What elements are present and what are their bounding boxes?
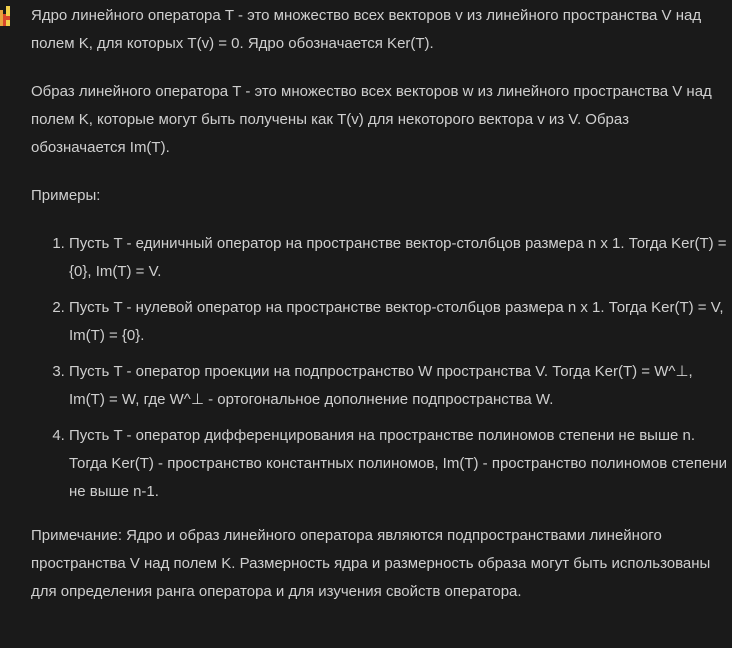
- list-item: 3. Пусть T - оператор проекции на подпространство W пространства V. Тогда Ker(T) = W^⊥, Im(T) = W, где W^⊥ - ортогональное дополнение подпространства W.: [69, 358, 727, 414]
- kernel-definition: Ядро линейного оператора T - это множество всех векторов v из линейного пространства V над полем K, для которых T(v) = 0. Ядро обозначается Ker(T).: [31, 7, 702, 52]
- list-item: 2. Пусть T - нулевой оператор на пространстве вектор-столбцов размера n x 1. Тогда Ker(T) = V, Im(T) = {0}.: [69, 294, 727, 350]
- assistant-message: [31, 2, 727, 606]
- note-paragraph: Примечание: Ядро и образ линейного оператора являются подпространствами линейного пространства V над полем K. Размерность ядра и размерность образа могут быть использованы для определения ранга оператора и для изучения свойств оператора.: [31, 527, 711, 600]
- examples-heading: Примеры:: [31, 187, 101, 204]
- examples-list: [31, 230, 727, 506]
- image-definition: Образ линейного оператора T - это множество всех векторов w из линейного пространства V над полем K, которые могут быть получены как T(v) для некоторого вектора v из V. Образ обозначается Im(T).: [31, 83, 712, 156]
- list-item: 4. Пусть T - оператор дифференцирования на пространстве полиномов степени не выше n. Тогда Ker(T) - пространство константных полиномов, Im(T) - пространство полиномов степени не выше n-1.: [69, 422, 727, 506]
- list-item: 1. Пусть T - единичный оператор на пространстве вектор-столбцов размера n x 1. Тогда Ker(T) = {0}, Im(T) = V.: [69, 230, 727, 286]
- bot-avatar-icon: [0, 6, 10, 26]
